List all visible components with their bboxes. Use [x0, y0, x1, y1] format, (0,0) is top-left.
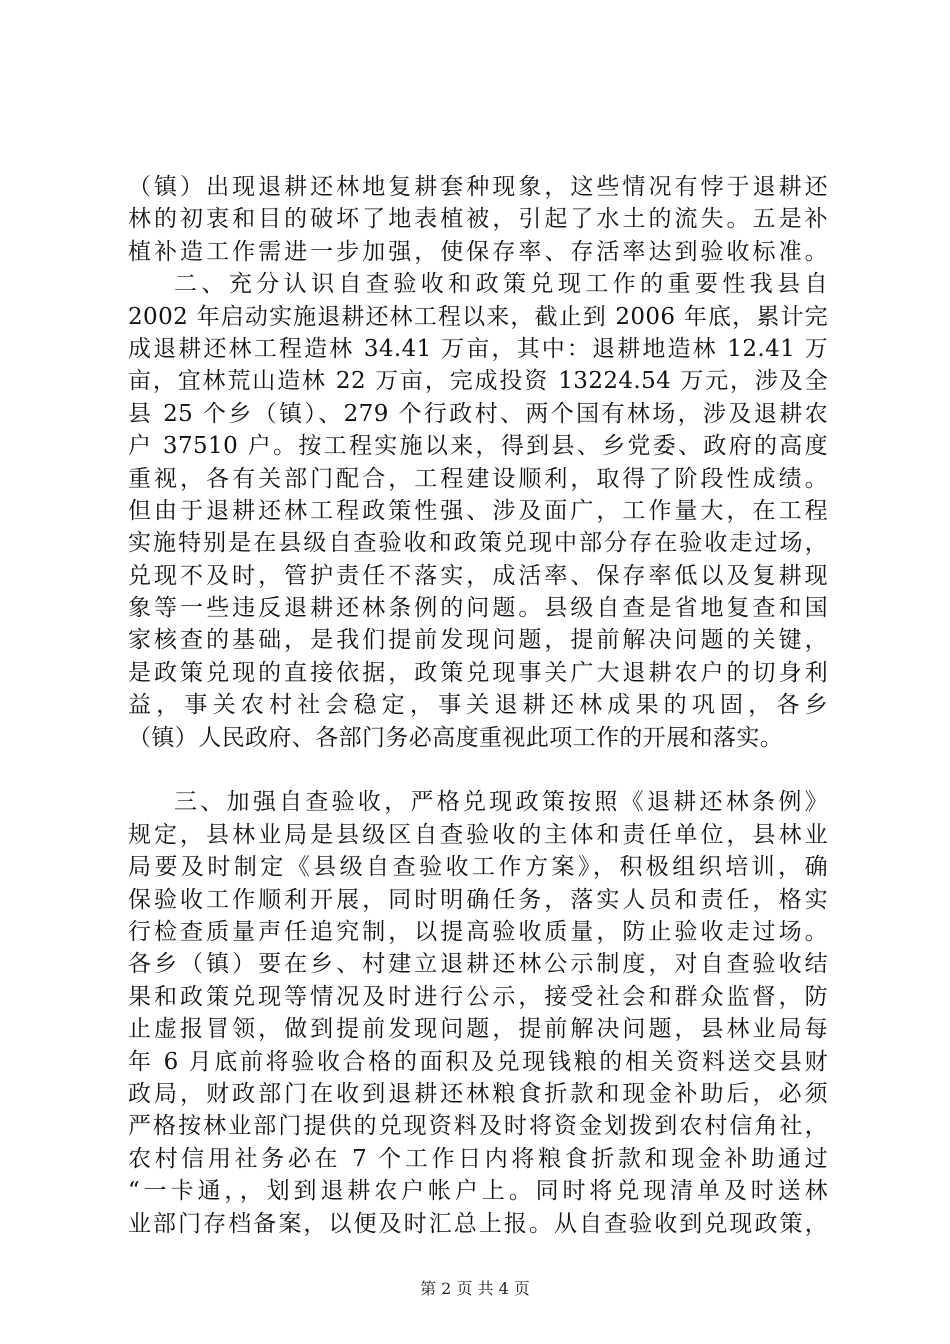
text-line: 政局，财政部门在收到退耕还林粮食折款和现金补助后，必须	[128, 1080, 828, 1107]
text-line: 象等一些违反退耕还林条例的问题。县级自查是省地复查和国	[128, 595, 828, 622]
text-line: 行检查质量声任追究制，以提高验收质量，防止验收走过场。	[128, 918, 828, 945]
text-line: 止虚报冒领，做到提前发现问题，提前解决问题，县林业局每	[128, 1016, 828, 1043]
text-line: 兑现不及时，管护责任不落实，成活率、保存率低以及复耕现	[128, 562, 828, 589]
text-line: 县 25 个乡（镇）、279 个行政村、两个国有林场，涉及退耕农	[128, 400, 828, 427]
text-line: 局要及时制定《县级自查验收工作方案》，积极组织培训，确	[128, 854, 828, 881]
text-line: 植补造工作需进一步加强，使保存率、存活率达到验收标准。	[128, 238, 828, 265]
text-line: （镇）出现退耕还林地复耕套种现象，这些情况有悖于退耕还	[128, 174, 828, 200]
paragraph-3	[128, 786, 828, 1239]
paragraph-2	[128, 268, 828, 754]
text-line: 林的初衷和目的破坏了地表植被，引起了水土的流失。五是补	[128, 206, 828, 233]
text-line: 户 37510 户。按工程实施以来，得到县、乡党委、政府的高度	[128, 433, 828, 460]
text-line: 各乡（镇）要在乡、村建立退耕还林公示制度，对自查验收结	[128, 951, 828, 978]
body-text	[128, 171, 828, 1240]
text-line: 家核查的基础，是我们提前发现问题，提前解决问题的关键，	[128, 627, 828, 654]
text-line: 但由于退耕还林工程政策性强、涉及面广，工作量大，在工程	[128, 497, 828, 524]
text-line: 严格按林业部门提供的兑现资料及时将资金划拨到农村信角社，	[128, 1113, 828, 1140]
paragraph-gap	[128, 754, 828, 786]
text-line: 重视，各有关部门配合，工程建设顺利，取得了阶段性成绩。	[128, 465, 828, 492]
page-number-footer: 第 2 页 共 4 页	[420, 1279, 530, 1298]
text-line: 规定，县林业局是县级区自查验收的主体和责任单位，县林业	[128, 821, 828, 848]
text-line: 三、加强自查验收，严格兑现政策按照《退耕还林条例》	[174, 789, 828, 816]
text-line: “一卡通，，划到退耕农户帐户上。同时将兑现清单及时送林	[128, 1178, 828, 1205]
text-line: 保验收工作顺利开展，同时明确任务，落实人员和责任，格实	[128, 886, 828, 913]
paragraph-1	[128, 171, 828, 268]
text-line: 果和政策兑现等情况及时进行公示，接受社会和群众监督，防	[128, 983, 828, 1010]
text-line: 益，事关农村社会稳定，事关退耕还林成果的巩固，各乡	[128, 692, 828, 719]
text-line: 亩，宜林荒山造林 22 万亩，完成投资 13224.54 万元，涉及全	[128, 368, 828, 395]
text-line: 2002 年启动实施退耕还林工程以来，截止到 2006 年底，累计完	[128, 303, 828, 330]
text-line: （镇）人民政府、各部门务必高度重视此项工作的开展和落实。	[128, 724, 784, 751]
text-line: 实施特别是在县级自查验收和政策兑现中部分存在验收走过场，	[128, 530, 828, 557]
text-line: 农村信用社务必在 7 个工作日内将粮食折款和现金补助通过	[128, 1145, 828, 1172]
text-line: 二、充分认识自查验收和政策兑现工作的重要性我县自	[174, 271, 828, 298]
text-line: 是政策兑现的直接依据，政策兑现事关广大退耕农户的切身利	[128, 659, 828, 686]
text-line: 业部门存档备案，以便及时汇总上报。从自查验收到兑现政策，	[128, 1210, 828, 1237]
text-line: 年 6 月底前将验收合格的面积及兑现钱粮的相关资料送交县财	[128, 1048, 828, 1075]
text-line: 成退耕还林工程造林 34.41 万亩，其中：退耕地造林 12.41 万	[128, 335, 828, 362]
